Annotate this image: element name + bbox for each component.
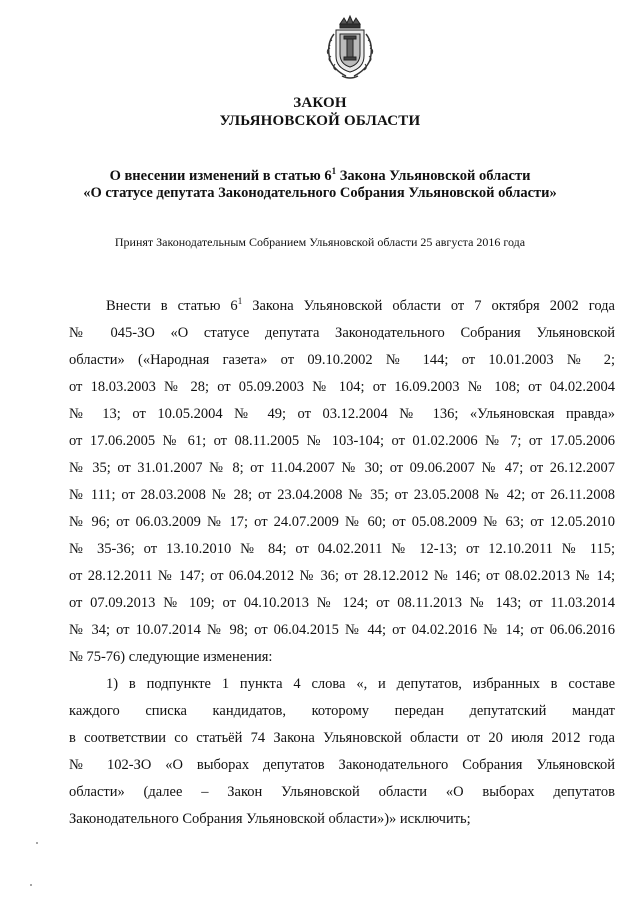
body-line: № 96; от 06.03.2009 № 17; от 24.07.2009 № 60; от 05.08.2009 № 63; от 12.05.2010 [69, 514, 615, 530]
scan-speck [36, 842, 38, 844]
body-line: № 35; от 31.01.2007 № 8; от 11.04.2007 № 30; от 09.06.2007 № 47; от 26.12.2007 [69, 460, 615, 476]
body-line: от 18.03.2003 № 28; от 05.09.2003 № 104; от 16.09.2003 № 108; от 04.02.2004 [69, 379, 615, 395]
item-1-line: каждого списка кандидатов, которому передан депутатский мандат [69, 703, 615, 719]
body-line: от 07.09.2013 № 109; от 04.10.2013 № 124; от 08.11.2013 № 143; от 11.03.2014 [69, 595, 615, 611]
body-line: от 17.06.2005 № 61; от 08.11.2005 № 103-104; от 01.02.2006 № 7; от 17.05.2006 [69, 433, 615, 449]
law-subject-line-2: «О статусе депутата Законодательного Собрания Ульяновской области» [83, 185, 557, 201]
ulyanovsk-coat-of-arms-icon [322, 14, 378, 82]
item-1-line: 1) в подпункте 1 пункта 4 слова «, и депутатов, избранных в составе [106, 676, 615, 692]
body-line: № 35-36; от 13.10.2010 № 84; от 04.02.2011 № 12-13; от 12.10.2011 № 115; [69, 541, 615, 557]
body-line: № 045-ЗО «О статусе депутата Законодательного Собрания Ульяновской [69, 325, 615, 341]
item-1-line: № 102-ЗО «О выборах депутатов Законодательного Собрания Ульяновской [69, 757, 615, 773]
body-line: области» («Народная газета» от 09.10.2002 № 144; от 10.01.2003 № 2; [69, 352, 615, 368]
law-subject-line-1: О внесении изменений в статью $6^1$ Закона Ульяновской области [109, 166, 531, 184]
law-title: ЗАКОН [293, 95, 347, 111]
body-line: № 34; от 10.07.2014 № 98; от 06.04.2015 № 44; от 04.02.2016 № 14; от 06.06.2016 [69, 622, 615, 638]
body-line: № 111; от 28.03.2008 № 28; от 23.04.2008 № 35; от 23.05.2008 № 42; от 26.11.2008 [69, 487, 615, 503]
item-1-line: в соответствии со статьёй 74 Закона Ульяновской области от 20 июля 2012 года [69, 730, 615, 746]
body-line: от 28.12.2011 № 147; от 06.04.2012 № 36; от 28.12.2012 № 146; от 08.02.2013 № 14; [69, 568, 615, 584]
item-1-line: области» (далее – Закон Ульяновской области «О выборах депутатов [69, 784, 615, 800]
body-line: № 75-76) следующие изменения: [69, 649, 273, 665]
item-1-line: Законодательного Собрания Ульяновской области»)» исключить; [69, 811, 471, 827]
scan-speck [30, 884, 32, 886]
law-region: УЛЬЯНОВСКОЙ ОБЛАСТИ [219, 113, 421, 129]
adoption-note: Принят Законодательным Собранием Ульяновской области 25 августа 2016 года [114, 235, 526, 249]
body-intro-line: Внести в статью $6^1$ Закона Ульяновской области от 7 октября 2002 года [106, 296, 615, 314]
body-line: № 13; от 10.05.2004 № 49; от 03.12.2004 № 136; «Ульяновская правда» [69, 406, 615, 422]
